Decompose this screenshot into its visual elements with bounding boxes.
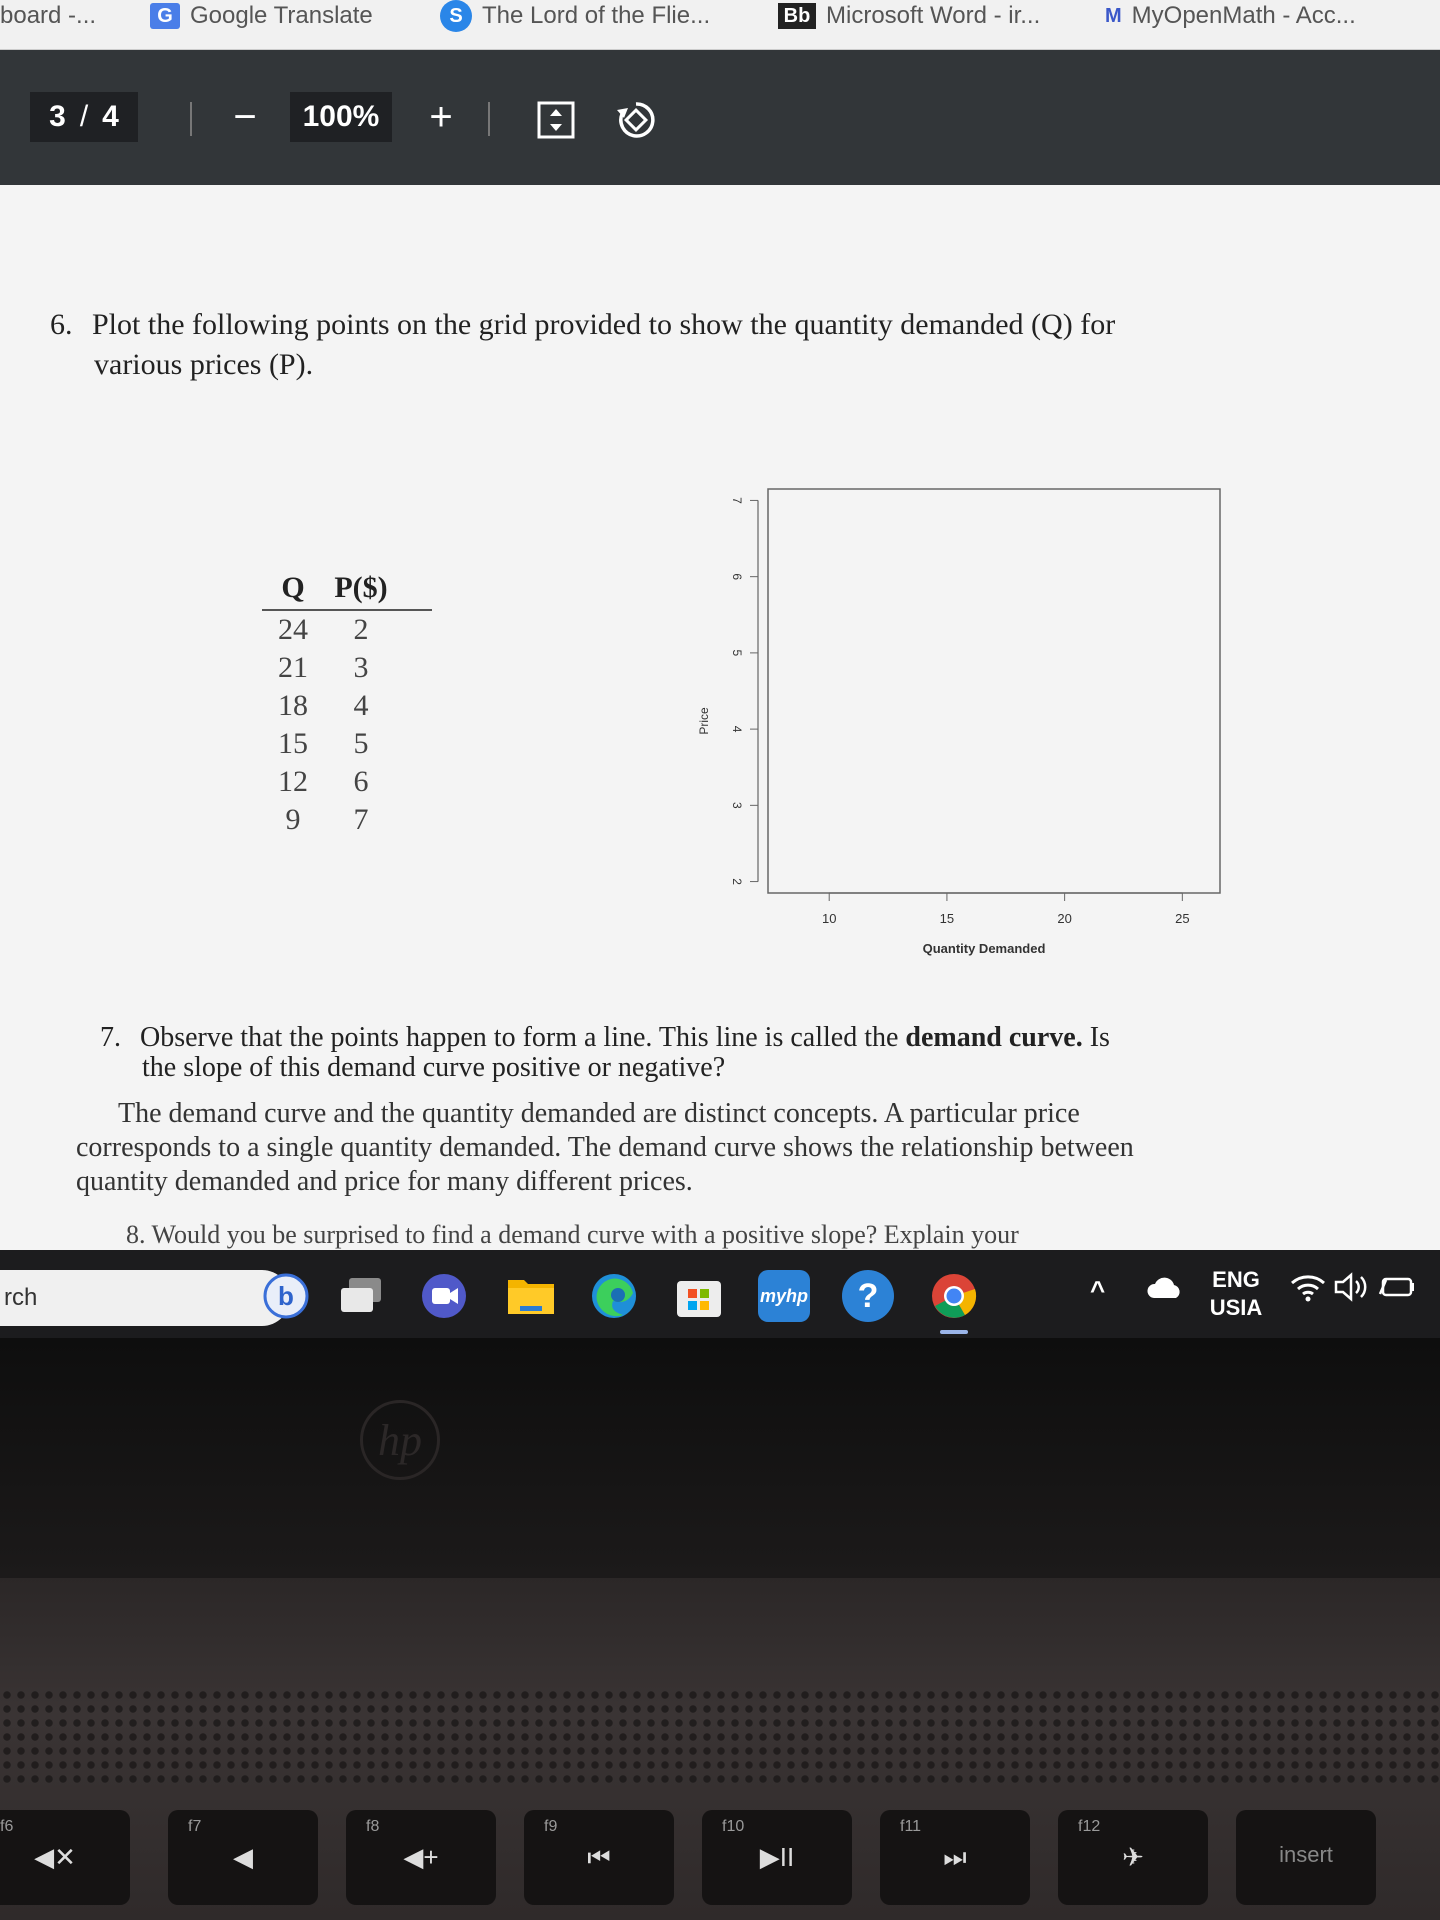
hp-logo: hp [360,1400,440,1480]
paragraph-line: corresponds to a single quantity demanded. The demand curve shows the relationship between [76,1132,1134,1163]
table-row [262,687,432,725]
key-f6[interactable] [0,1810,130,1905]
svg-text:b: b [278,1281,294,1311]
question-text: Observe that the points happen to form a line. This line is called the [140,1022,906,1053]
taskbar [0,1250,1440,1338]
key-fn-label: f12 [1078,1818,1101,1835]
page-indicator[interactable] [30,92,138,142]
question-6 [50,305,1300,385]
cell-q: 15 [278,727,308,760]
cell-q: 24 [278,613,308,646]
file-explorer-icon[interactable] [505,1270,557,1322]
bing-icon[interactable] [260,1270,312,1322]
key-fn-label: f9 [544,1818,558,1835]
search-text: rch [4,1284,38,1311]
key-f10[interactable] [702,1810,852,1905]
y-tick-label: 7 [729,497,744,504]
lord-of-the-flies-icon: S [440,0,472,32]
chrome-icon[interactable] [928,1270,980,1322]
table-row [262,611,432,649]
y-axis-label: Price [697,707,711,735]
table-row [262,725,432,763]
chart-svg [690,475,1250,995]
taskbar-search-input[interactable] [0,1270,290,1326]
x-axis-label: Quantity Demanded [922,941,1046,956]
x-tick-label: 25 [1175,911,1190,926]
cell-p: 3 [353,651,369,684]
column-header-q: Q [281,571,305,604]
y-tick-label: 4 [729,725,744,733]
demand-schedule-table [262,567,432,839]
google-translate-icon: G [150,3,180,29]
next-track-icon: ⏭ [943,1842,967,1872]
total-pages: 4 [102,100,119,133]
toolbar-divider [488,102,490,136]
question-text: the slope of this demand curve positive or negative? [142,1052,726,1083]
bookmark-clipboard[interactable] [0,0,96,32]
airplane-mode-icon: ✈ [1122,1842,1144,1872]
bookmark-label: The Lord of the Flie... [482,2,711,29]
key-label: insert [1279,1842,1333,1867]
chevron-up-icon[interactable]: ^ [1090,1275,1106,1305]
key-fn-label: f7 [188,1818,202,1835]
y-tick-label: 6 [729,573,744,581]
table-row [262,801,432,839]
key-f8[interactable] [346,1810,496,1905]
cell-q: 9 [285,803,301,836]
cell-p: 2 [353,613,369,646]
active-app-indicator [940,1330,968,1334]
cell-q: 12 [278,765,308,798]
bookmark-label: Microsoft Word - ir... [826,2,1041,29]
teams-icon[interactable] [418,1270,470,1322]
x-tick-label: 10 [821,911,837,926]
bookmark-label: MyOpenMath - Acc... [1131,2,1356,29]
pdf-toolbar [0,50,1440,185]
cell-p: 7 [353,803,369,836]
zoom-out-button[interactable]: − [233,94,257,139]
paragraph-line: The demand curve and the quantity demanded are distinct concepts. A particular price [118,1098,1080,1129]
fit-to-page-icon[interactable] [534,98,578,142]
key-fn-label: f6 [0,1818,14,1835]
zoom-level-input[interactable]: 100% [290,92,392,142]
table-header [262,567,432,611]
rotate-icon[interactable] [612,96,660,144]
column-header-p: P($) [334,571,388,604]
table-row [262,763,432,801]
page-separator: / [79,100,89,133]
task-view-icon[interactable] [336,1270,388,1322]
store-icon[interactable] [673,1270,725,1322]
onedrive-icon[interactable] [1146,1276,1184,1307]
y-tick-label: 5 [729,649,744,657]
key-f9[interactable] [524,1810,674,1905]
edge-icon[interactable] [588,1270,640,1322]
x-tick-label: 20 [1057,911,1072,926]
volume-down-icon: ◀ [233,1842,253,1872]
volume-icon[interactable] [1334,1272,1370,1309]
plot-frame [768,489,1220,893]
mute-icon: ◀✕ [34,1842,76,1872]
speaker-grille [0,1688,1440,1784]
bookmark-label: board -... [0,2,97,29]
cell-p: 4 [353,689,369,722]
help-icon[interactable]: ? [842,1270,894,1322]
key-fn-label: f11 [900,1818,922,1835]
bookmark-lord-of-the-flies[interactable] [440,0,710,32]
question-number: 6. [50,308,73,341]
demand-plot-grid [690,475,1250,995]
key-fn-label: f10 [722,1818,745,1835]
cell-q: 21 [278,651,308,684]
myopenmath-icon: M [1105,4,1122,27]
table-row [262,649,432,687]
zoom-in-button[interactable]: + [429,94,453,139]
y-tick-label: 2 [729,878,744,885]
key-f7[interactable] [168,1810,318,1905]
cell-p: 5 [353,727,369,760]
language-line: USIA [1209,1295,1263,1320]
laptop-bezel [0,1338,1440,1578]
cell-p: 6 [353,765,369,798]
language-indicator[interactable] [1208,1266,1264,1322]
x-tick-label: 15 [939,911,955,926]
battery-icon[interactable] [1378,1274,1416,1307]
language-line: ENG [1212,1267,1260,1292]
question-8: 8. Would you be surprised to find a demand curve with a positive slope? Explain your [126,1220,1019,1249]
explanation-paragraph [76,1097,1276,1199]
bookmark-label: Google Translate [190,2,373,29]
key-f11[interactable] [880,1810,1030,1905]
bookmark-myopenmath[interactable] [1105,0,1356,32]
key-fn-label: f8 [366,1818,380,1835]
paragraph-line: quantity demanded and price for many different prices. [76,1166,693,1197]
question-7 [100,1023,1320,1083]
toolbar-divider [190,102,192,136]
question-text: various prices (P). [94,348,314,381]
bookmarks-bar [0,0,1440,50]
bookmark-google-translate[interactable] [150,0,373,32]
question-number: 7. [100,1022,121,1053]
demand-curve-term: demand curve. [905,1022,1083,1053]
blackboard-icon: Bb [778,3,816,29]
previous-track-icon: ⏮ [587,1842,611,1872]
current-page-input[interactable]: 3 [49,100,66,133]
y-tick-label: 3 [729,801,744,809]
question-text: Plot the following points on the grid provided to show the quantity demanded (Q) for [92,308,1116,341]
cell-q: 18 [278,689,308,722]
key-insert[interactable] [1236,1810,1376,1905]
question-text: Is [1082,1022,1110,1053]
play-pause-icon: ▶II [759,1842,795,1872]
volume-up-icon: ◀+ [403,1842,439,1872]
wifi-icon[interactable] [1290,1272,1326,1309]
myhp-icon[interactable]: myhp [758,1270,810,1322]
bookmark-microsoft-word[interactable] [778,0,1040,32]
pdf-page [0,185,1440,1250]
key-f12[interactable] [1058,1810,1208,1905]
